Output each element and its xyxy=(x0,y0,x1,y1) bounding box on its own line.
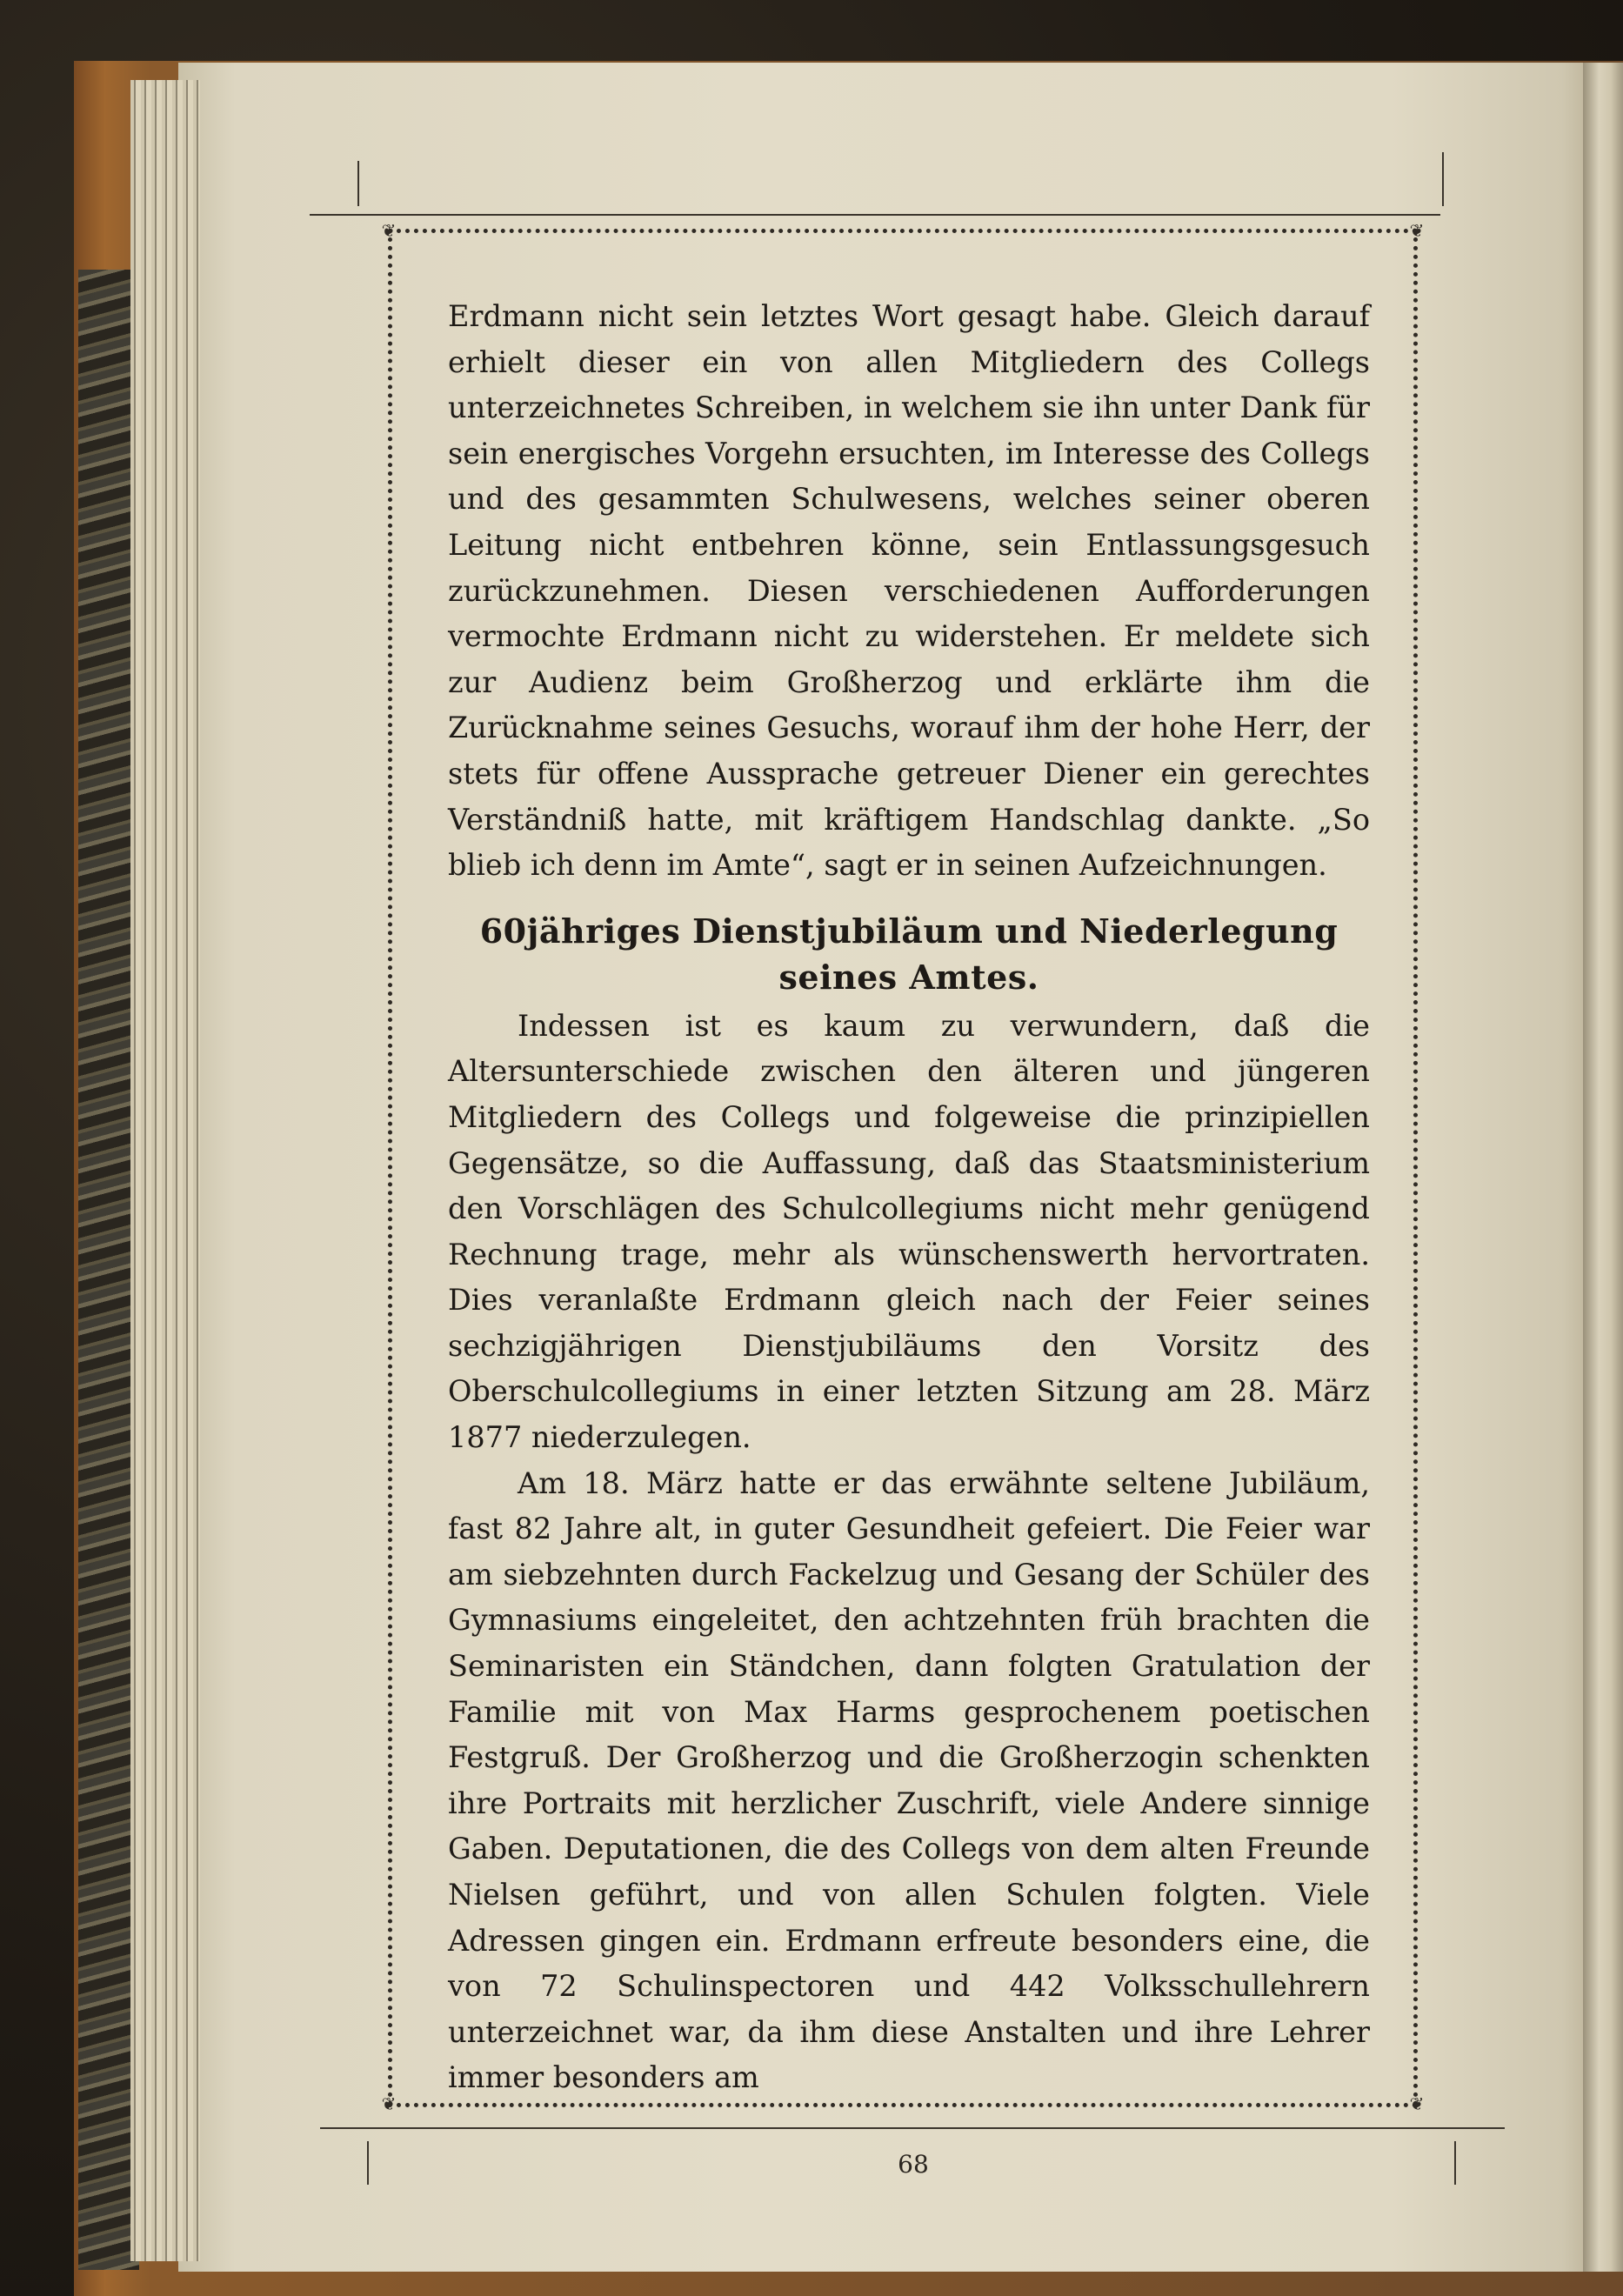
paragraph: Indessen ist es kaum zu verwundern, daß die Altersunterschiede zwischen den älteren und jüngeren Mitgliedern des Collegs und folgeweise die prinzipiellen Gegensätze, so die Auffassung, daß das Staatsministerium den Vorschlägen des Schulcollegiums nicht mehr genügend Rechnung trage, mehr als wünschenswerth hervortraten. Dies veranlaßte Erdmann gleich nach der Feier seines sechzigjährigen Dienstjubiläums den Vorsitz des Oberschulcollegiums in einer letzten Sitzung am 28. März 1877 niederzulegen. xyxy=(448,1008,1370,1455)
corner-ornament-icon: ❦ xyxy=(1409,220,1425,241)
paragraph: Erdmann nicht sein letztes Wort gesagt habe. Gleich darauf erhielt dieser ein von allen Mitgliedern des Collegs unterzeichnetes Schreiben, in welchem sie ihn unter Dank für sein energisches Vorgehn ersuchten, im Interesse des Collegs und des gesammten Schulwesens, welches seiner oberen Leitung nicht entbehren könne, sein Entlassungsgesuch zurückzunehmen. Diesen verschiedenen Aufforderungen vermochte Erdmann nicht zu widerstehen. Er meldete sich zur Audienz beim Großherzog und erklärte ihm die Zurücknahme seines Gesuchs, worauf ihm der hohe Herr, der stets für offene Aussprache getreuer Diener ein gerechtes Verständniß hatte, mit kräftigem Handschlag dankte. „So blieb ich denn im Amte“, sagt er in seinen Aufzeichnungen. xyxy=(448,299,1370,883)
top-left-tick xyxy=(357,161,359,206)
corner-ornament-icon: ❦ xyxy=(1409,2093,1425,2114)
heading-line: 60jähriges Dienstjubiläum und Niederlegung xyxy=(479,911,1339,951)
page-stack-edge xyxy=(130,80,200,2261)
bottom-rule xyxy=(320,2127,1505,2129)
heading-line: seines Amtes. xyxy=(778,957,1039,997)
top-right-tick xyxy=(1442,152,1444,206)
corner-ornament-icon: ❦ xyxy=(381,2093,397,2114)
section-heading xyxy=(448,908,1370,1000)
top-rule xyxy=(310,214,1440,216)
corner-ornament-icon: ❦ xyxy=(381,220,397,241)
paragraph: Am 18. März hatte er das erwähnte seltene Jubiläum, fast 82 Jahre alt, in guter Gesundheit gefeiert. Die Feier war am siebzehnten durch Fackelzug und Gesang der Schüler des Gymnasiums eingeleitet, den achtzehnten früh brachten die Seminaristen ein Ständchen, dann folgten Gratulation der Familie mit von Max Harms gesprochenem poetischen Festgruß. Der Großherzog und die Großherzogin schenkten ihre Portraits mit herzlicher Zuschrift, viele Andere sinnige Gaben. Deputationen, die des Collegs von dem alten Freunde Nielsen geführt, und von allen Schulen folgten. Viele Adressen gingen ein. Erdmann erfreute besonders eine, die von 72 Schulinspectoren und 442 Volksschullehrern unterzeichnet war, da ihm diese Anstalten und ihre Lehrer immer besonders am xyxy=(448,1465,1370,2095)
page-text xyxy=(448,294,1370,2101)
page-number: 68 xyxy=(898,2150,929,2179)
facing-page-edge xyxy=(1583,63,1623,2272)
